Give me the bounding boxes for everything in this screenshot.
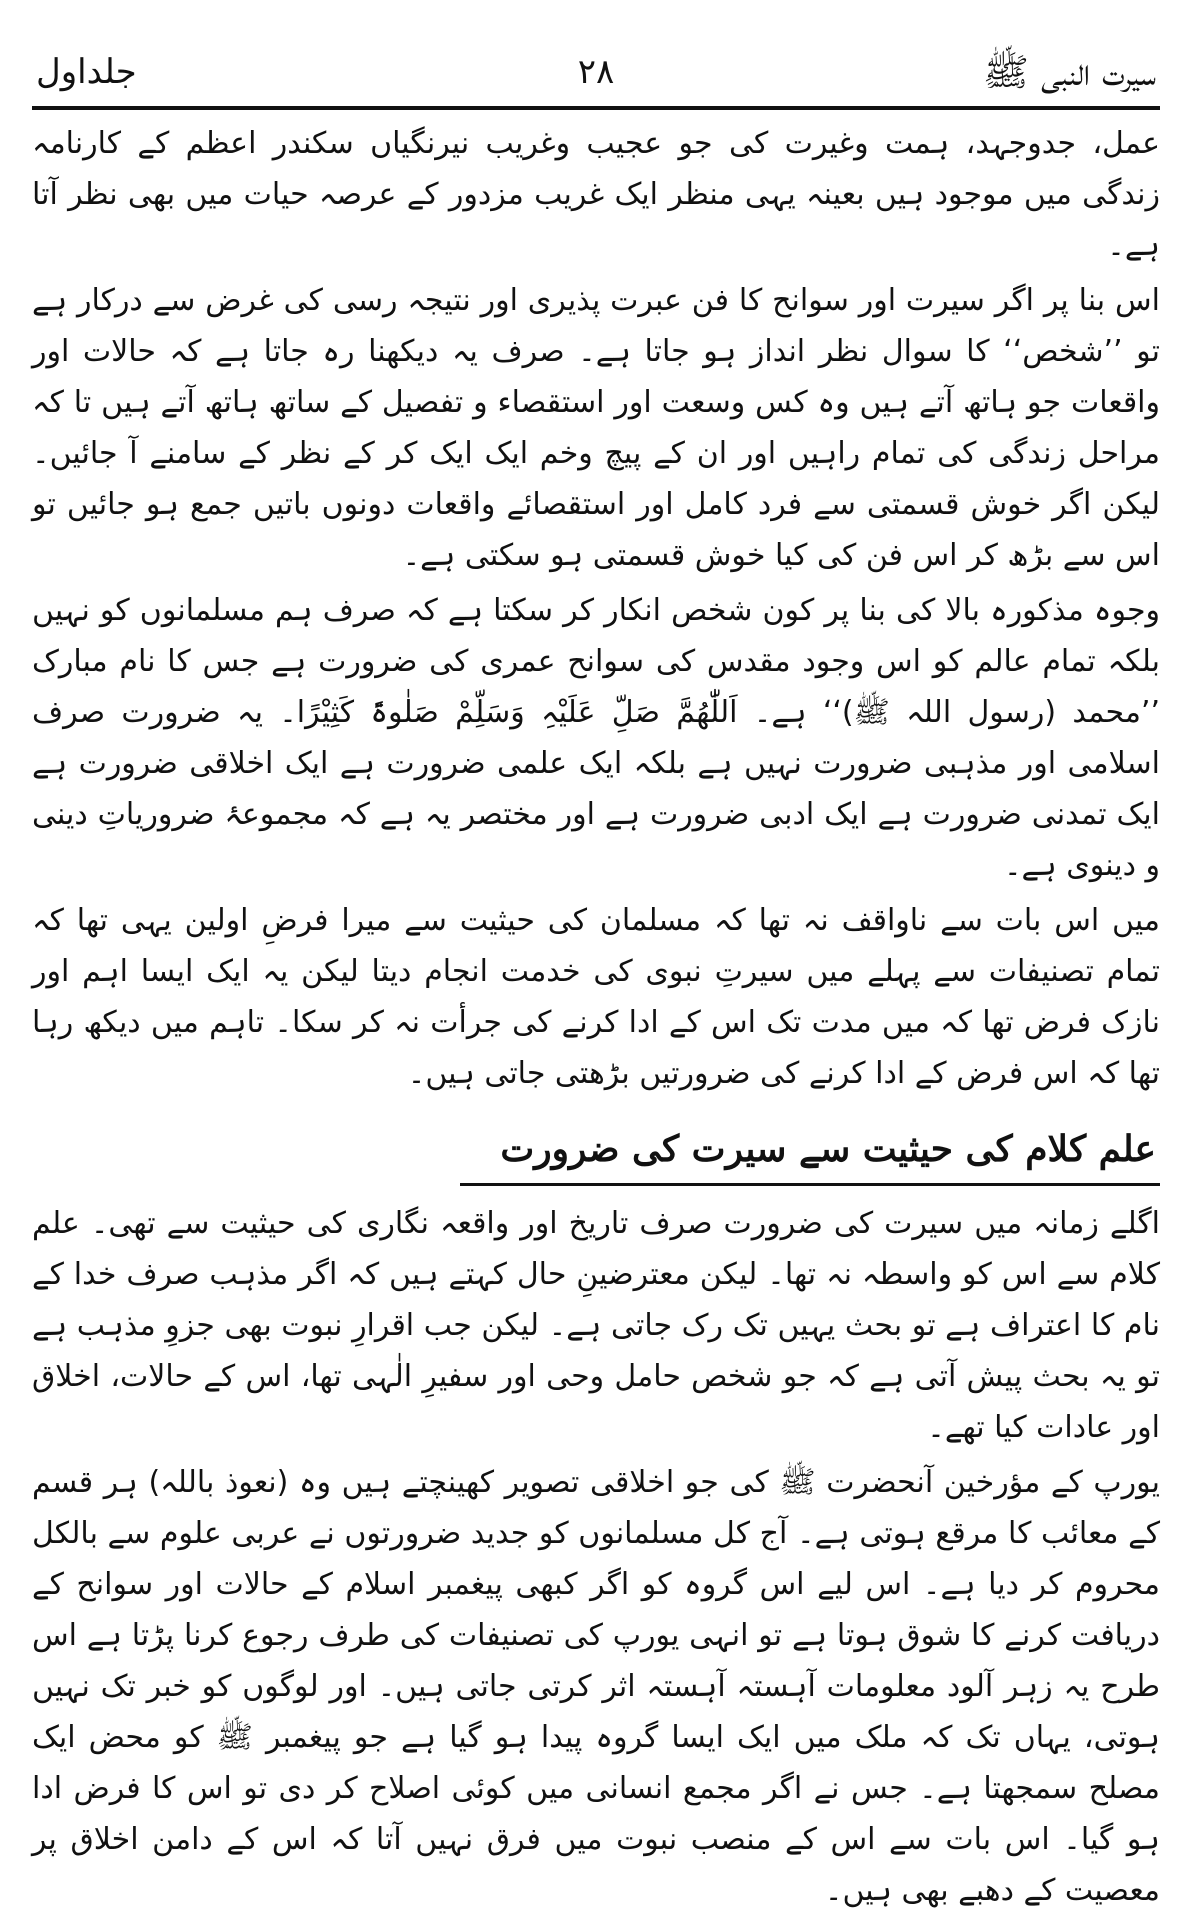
paragraph: اگلے زمانہ میں سیرت کی ضرورت صرف تاریخ اور واقعہ نگاری کی حیثیت سے تھی۔ علم کلام سے اس کو واسطہ نہ تھا۔ لیکن معترضینِ حال کہتے ہیں کہ اگر مذہب صرف خدا کے نام کا اعتراف ہے تو بحث یہیں تک رک جاتی ہے۔ لیکن جب اقرارِ نبوت بھی جزوِ مذہب ہے تو یہ بحث پیش آتی ہے کہ جو شخص حامل وحی اور سفیرِ الٰہی تھا، اس کے حالات، اخلاق اور عادات کیا تھے۔	[32, 1206, 1160, 1445]
section-heading: علم کلام کی حیثیت سے سیرت کی ضرورت	[460, 1123, 1160, 1186]
book-title: سیرت النبی ﷺ	[983, 50, 1156, 94]
paragraph: میں اس بات سے ناواقف نہ تھا کہ مسلمان کی حیثیت سے میرا فرضِ اولین یہی تھا کہ تمام تصنیفات سے پہلے میں سیرتِ نبوی کی خدمت انجام دیتا لیکن یہ ایک ایسا اہم اور نازک فرض تھا کہ میں مدت تک اس کے ادا کرنے کی جرأت نہ کر سکا۔ تاہم میں دیکھ رہا تھا کہ اس فرض کے ادا کرنے کی ضرورتیں بڑھتی جاتی ہیں۔	[32, 903, 1160, 1091]
paragraph: وجوہ مذکورہ بالا کی بنا پر کون شخص انکار کر سکتا ہے کہ صرف ہم مسلمانوں کو نہیں بلکہ تمام عالم کو اس وجود مقدس کی سوانح عمری کی ضرورت ہے جس کا نام مبارک ’’محمد (رسول اللہ ﷺ)‘‘ ہے۔ اَللّٰھُمَّ صَلِّ عَلَیْہِ وَسَلِّمْ صَلٰوۃً کَثِیْرًا۔ یہ ضرورت صرف اسلامی اور مذہبی ضرورت نہیں ہے بلکہ ایک علمی ضرورت ہے ایک اخلاقی ضرورت ہے ایک تمدنی ضرورت ہے ایک ادبی ضرورت ہے اور مختصر یہ ہے کہ مجموعۂ ضروریاتِ دینی و دینوی ہے۔	[32, 593, 1160, 883]
paragraph: عمل، جدوجہد، ہمت وغیرت کی جو عجیب وغریب نیرنگیاں سکندر اعظم کے کارنامہ زندگی میں موجود ہیں بعینہ یہی منظر ایک غریب مزدور کے عرصہ حیات میں بھی نظر آتا ہے۔	[32, 126, 1160, 263]
page-number: ۲۸	[577, 52, 615, 92]
paragraph: اس بنا پر اگر سیرت اور سوانح کا فن عبرت پذیری اور نتیجہ رسی کی غرض سے درکار ہے تو ’’شخص‘‘ کا سوال نظر انداز ہو جاتا ہے۔ صرف یہ دیکھنا رہ جاتا ہے کہ حالات اور واقعات جو ہاتھ آتے ہیں وہ کس وسعت اور استقصاء و تفصیل کے ساتھ ہاتھ آتے ہیں تا کہ مراحل زندگی کی تمام راہیں اور ان کے پیچ وخم ایک ایک کر کے نظر کے سامنے آ جائیں۔ لیکن اگر خوش قسمتی سے فرد کامل اور استقصائے واقعات دونوں باتیں جمع ہو جائیں تو اس سے بڑھ کر اس فن کی کیا خوش قسمتی ہو سکتی ہے۔	[32, 283, 1160, 573]
volume-label: جلداول	[36, 52, 137, 92]
body-text	[32, 118, 1160, 1916]
page-header	[32, 40, 1160, 110]
paragraph: یورپ کے مؤرخین آنحضرت ﷺ کی جو اخلاقی تصویر کھینچتے ہیں وہ (نعوذ باللہ) ہر قسم کے معائب کا مرقع ہوتی ہے۔ آج کل مسلمانوں کو جدید ضرورتوں نے عربی علوم سے بالکل محروم کر دیا ہے۔ اس لیے اس گروہ کو اگر کبھی پیغمبر اسلام کے حالات اور سوانح کے دریافت کرنے کا شوق ہوتا ہے تو انہی یورپ کی تصنیفات کی طرف رجوع کرنا پڑتا ہے اس طرح یہ زہر آلود معلومات آہستہ آہستہ اثر کرتی جاتی ہیں۔ اور لوگوں کو خبر تک نہیں ہوتی، یہاں تک کہ ملک میں ایک ایسا گروہ پیدا ہو گیا ہے جو پیغمبر ﷺ کو محض ایک مصلح سمجھتا ہے۔ جس نے اگر مجمع انسانی میں کوئی اصلاح کر دی تو اس کا فرض ادا ہو گیا۔ اس بات سے اس کے منصب نبوت میں فرق نہیں آتا کہ اس کے دامن اخلاق پر معصیت کے دھبے بھی ہیں۔	[32, 1465, 1160, 1908]
section-heading-wrapper	[32, 1123, 1160, 1186]
book-page	[32, 40, 1160, 1908]
